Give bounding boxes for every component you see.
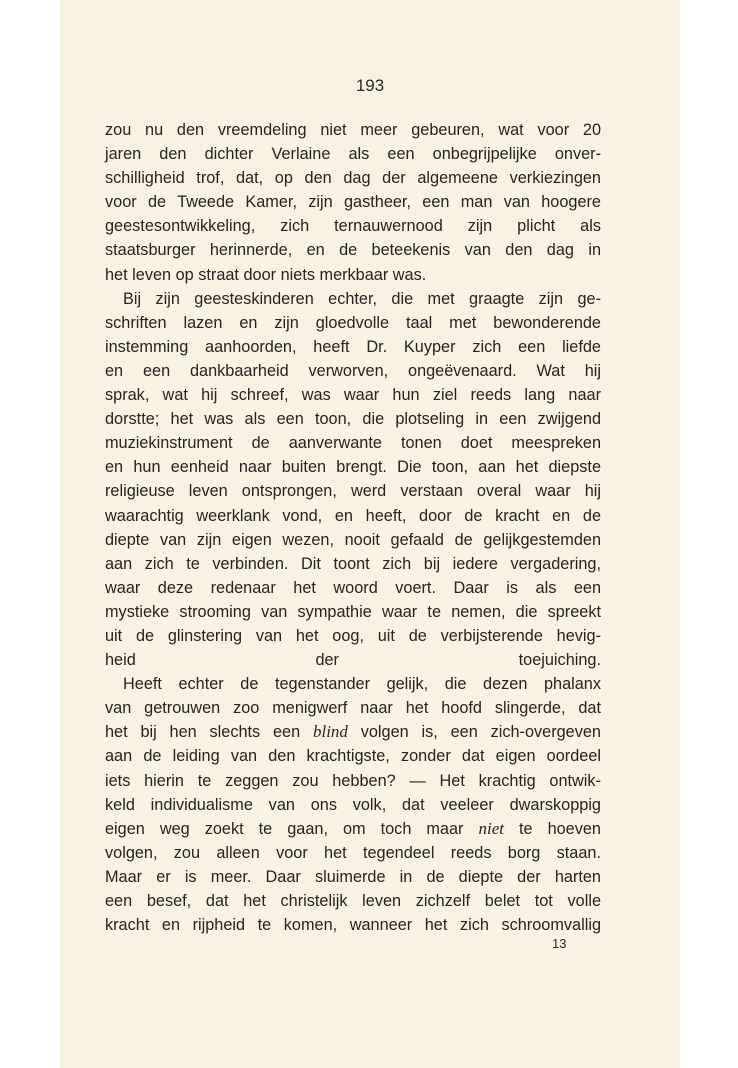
text-line: van getrouwen zoo menigwerf naar het hoofd slingerde, dat	[105, 699, 601, 718]
text-line: dorstte; het was als een toon, die plotseling in een zwijgend	[105, 410, 601, 429]
emphasis-word: blind	[312, 722, 348, 742]
book-page	[60, 0, 680, 1068]
text-line: iets hierin te zeggen zou hebben? — Het krachtig ontwik-	[105, 771, 601, 790]
text-line: uit de glinstering van het oog, uit de verbijsterende hevig-	[105, 626, 601, 645]
paragraph-3	[105, 672, 601, 937]
text-line: geestesontwikkeling, zich ternauwernood zijn plicht als	[105, 217, 601, 236]
text-line: Bij zijn geesteskinderen echter, die met graagte zijn ge-	[123, 289, 601, 308]
text-line: en hun eenheid naar buiten brengt. Die toon, aan het diepste	[105, 458, 601, 477]
text-segment: eigen weg zoekt te gaan, om toch maar	[105, 819, 479, 838]
text-line: waar deze redenaar het woord voert. Daar is als een	[105, 578, 601, 597]
text-line	[105, 720, 601, 744]
text-line: een besef, dat het christelijk leven zichzelf belet tot volle	[105, 892, 601, 910]
text-line: voor de Tweede Kamer, zijn gastheer, een man van hoogere	[105, 193, 601, 212]
text-line: diepte van zijn eigen wezen, nooit gefaald de gelijkgestemden	[105, 530, 601, 549]
text-line: heid der toejuiching.	[105, 651, 601, 670]
text-line: mystieke strooming van sympathie waar te nemen, die spreekt	[105, 602, 601, 621]
text-line	[105, 817, 601, 841]
text-line: instemming aanhoorden, heeft Dr. Kuyper zich een liefde	[105, 337, 601, 356]
text-line: volgen, zou alleen voor het tegendeel reeds borg staan.	[105, 843, 601, 862]
body-text	[105, 118, 601, 937]
text-line: schilligheid trof, dat, op den dag der algemeene verkiezingen	[105, 169, 601, 188]
text-segment: volgen is, een zich-overgeven	[347, 723, 601, 742]
emphasis-word: niet	[478, 818, 504, 838]
text-line: kracht en rijpheid te komen, wanneer het zich schroomvallig	[105, 916, 601, 935]
page-number: 193	[355, 76, 385, 95]
text-line: religieuse leven ontsprongen, werd verstaan overal waar hij	[105, 482, 601, 501]
text-line: aan zich te verbinden. Dit toont zich bij iedere vergadering,	[105, 554, 601, 573]
paragraph-1	[105, 118, 601, 287]
text-line: staatsburger herinnerde, en de beteekenis van den dag in	[105, 241, 601, 260]
text-line: aan de leiding van den krachtigste, zonder dat eigen oordeel	[105, 747, 601, 766]
text-line: zou nu den vreemdeling niet meer gebeuren, wat voor 20	[105, 121, 601, 139]
text-line: schriften lazen en zijn gloedvolle taal met bewonderende	[105, 313, 601, 332]
text-line: keld individualisme van ons volk, dat veeleer dwarskoppig	[105, 795, 601, 814]
text-line: muziekinstrument de aanverwante tonen doet meespreken	[105, 434, 601, 453]
text-line: sprak, wat hij schreef, was waar hun ziel reeds lang naar	[105, 386, 601, 405]
text-segment: het bij hen slechts een	[105, 723, 313, 742]
text-line: het leven op straat door niets merkbaar was.	[105, 265, 427, 284]
signature-mark: 13	[552, 936, 567, 951]
text-line: en een dankbaarheid verworven, ongeëvenaard. Wat hij	[105, 361, 601, 380]
text-line: jaren den dichter Verlaine als een onbegrijpelijke onver-	[105, 145, 601, 164]
text-segment: te hoeven	[503, 819, 601, 838]
text-line: waarachtig weerklank vond, en heeft, door de kracht en de	[105, 506, 601, 525]
paragraph-2	[105, 287, 601, 673]
text-line: Maar er is meer. Daar sluimerde in de diepte der harten	[105, 867, 601, 886]
text-line: Heeft echter de tegenstander gelijk, die dezen phalanx	[123, 675, 601, 694]
